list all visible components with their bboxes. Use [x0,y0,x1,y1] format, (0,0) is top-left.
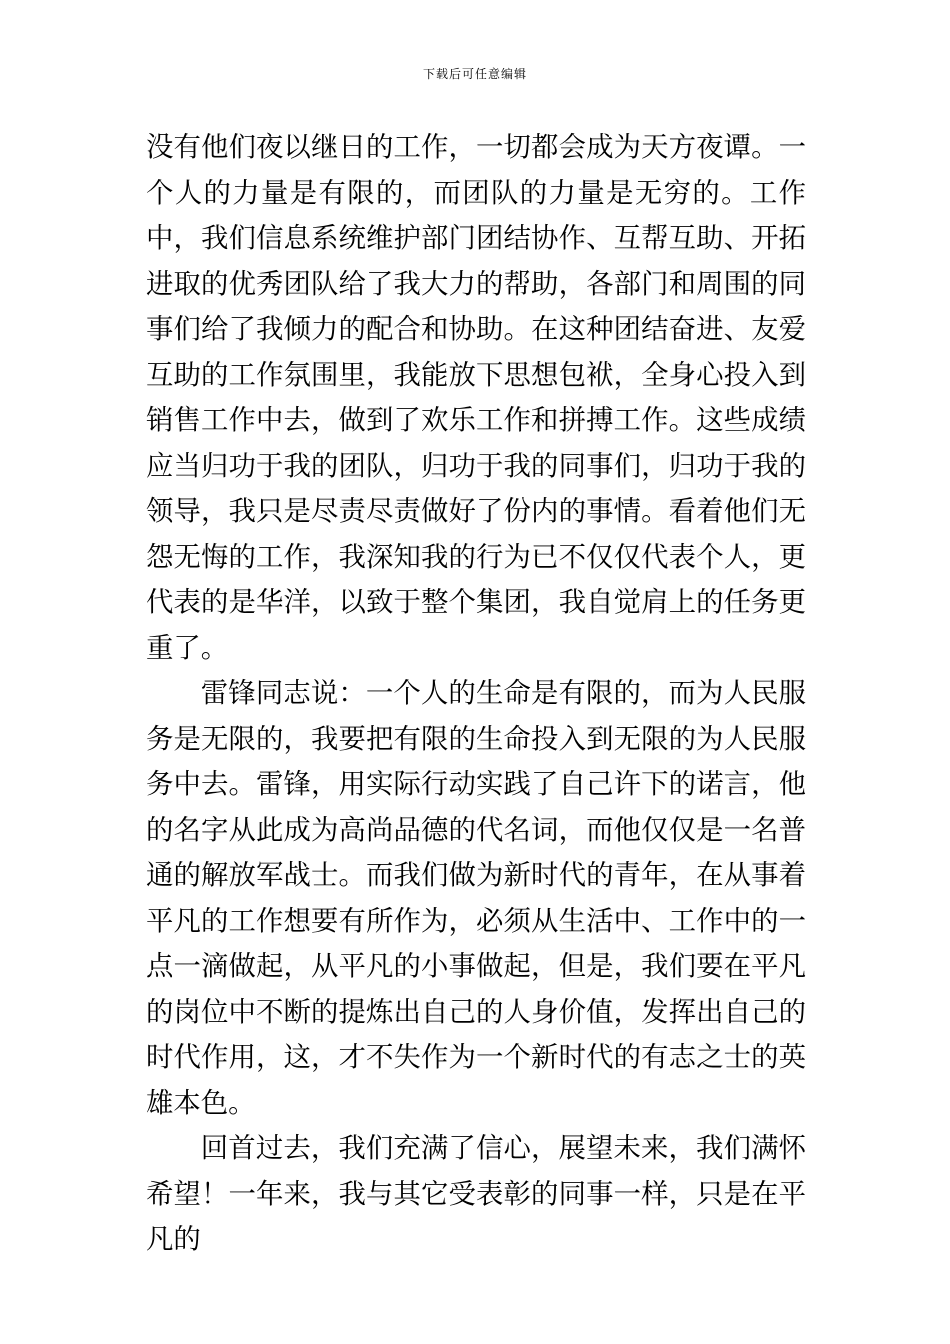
header-note: 下载后可任意编辑 [422,67,527,81]
document-body [146,125,806,1263]
paragraph-continuation: 没有他们夜以继日的工作，一切都会成为天方夜谭。一个人的力量是有限的，而团队的力量是无穷的。工作中，我们信息系统维护部门团结协作、互帮互助、开拓进取的优秀团队给了我大力的帮助，各部门和周围的同事们给了我倾力的配合和协助。在这种团结奋进、友爱互助的工作氛围里，我能放下思想包袱，全身心投入到销售工作中去，做到了欢乐工作和拼搏工作。这些成绩应当归功于我的团队，归功于我的同事们，归功于我的领导，我只是尽责尽责做好了份内的事情。看着他们无怨无悔的工作，我深知我的行为已不仅仅代表个人，更代表的是华洋，以致于整个集团，我自觉肩上的任务更重了。 [146,132,806,664]
paragraph-looking-back: 回首过去，我们充满了信心，展望未来，我们满怀希望！一年来，我与其它受表彰的同事一样，只是在平凡的 [146,1133,806,1255]
paragraph-leifeng: 雷锋同志说：一个人的生命是有限的，而为人民服务是无限的，我要把有限的生命投入到无限的为人民服务中去。雷锋，用实际行动实践了自己许下的诺言，他的名字从此成为高尚品德的代名词，而他仅仅是一名普通的解放军战士。而我们做为新时代的青年，在从事着平凡的工作想要有所作为，必须从生活中、工作中的一点一滴做起，从平凡的小事做起，但是，我们要在平凡的岗位中不断的提炼出自己的人身价值，发挥出自己的时代作用，这，才不失作为一个新时代的有志之士的英雄本色。 [146,678,806,1119]
